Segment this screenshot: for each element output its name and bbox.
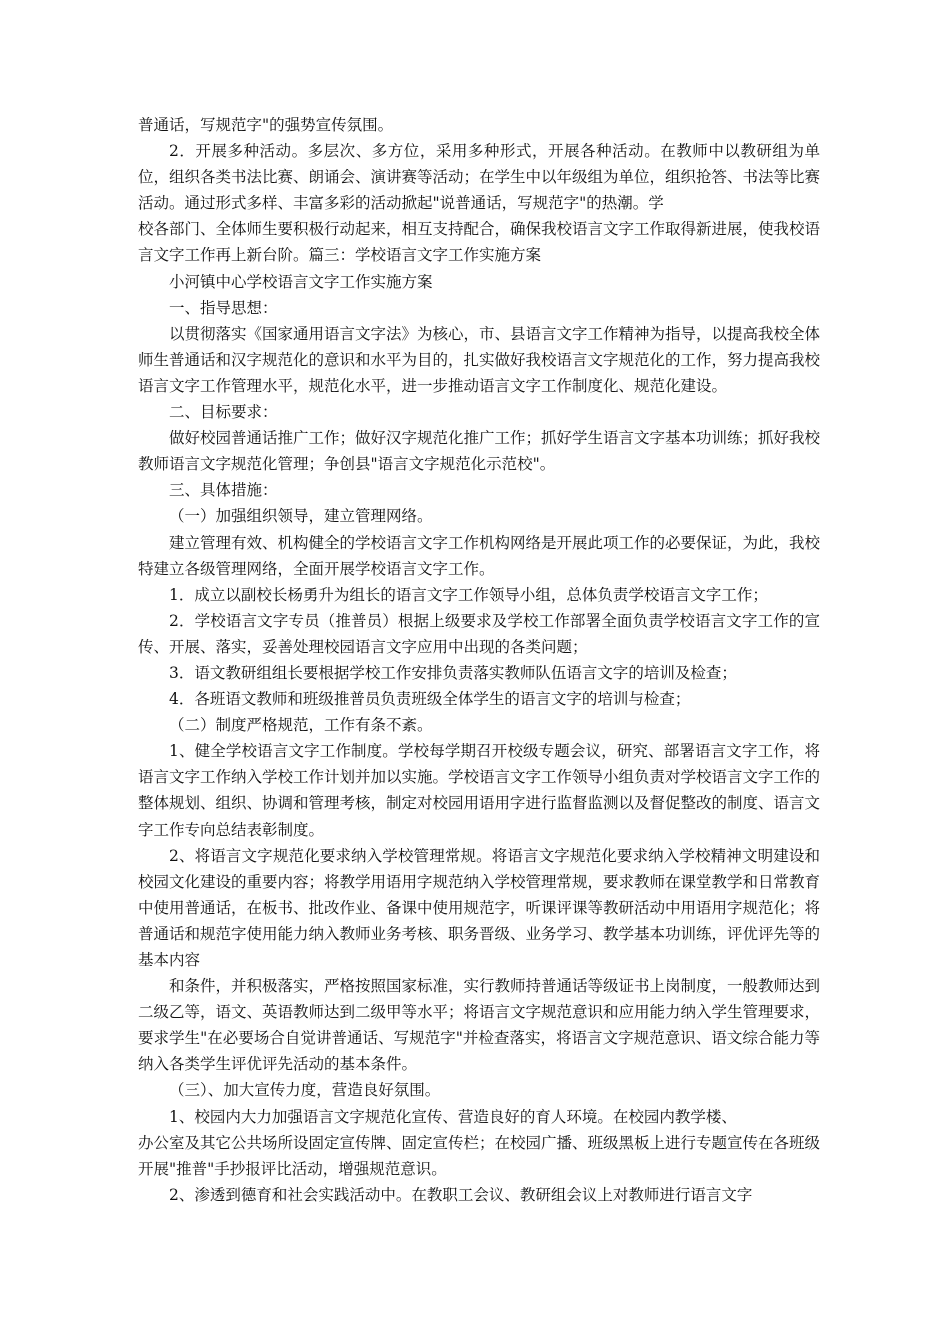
section-heading-guiding-thought: 一、指导思想： [169,298,278,317]
paragraph-rules-1: 1、健全学校语言文字工作制度。学校每学期召开校级专题会议，研究、部署语言文字工作，将语言文字工作纳入学校工作计划并加以实施。学校语言文字工作领导小组负责对学校语言文字工作的整体规划、组织、协调和管理考核，制定对校园用语用字进行监督监测以及督促整改的制度、语言文字工作专向总结表彰制度。 [138,742,821,839]
document-body [138,112,820,1208]
subsection-heading-publicity: （三）、加大宣传力度，营造良好氛围。 [169,1081,441,1100]
paragraph-organization: 建立管理有效、机构健全的学校语言文字工作机构网络是开展此项工作的必要保证，为此，我校特建立各级管理网络，全面开展学校语言文字工作。 [138,533,821,578]
list-item-1: 1．成立以副校长杨勇升为组长的语言文字工作领导小组，总体负责学校语言文字工作； [169,585,768,604]
paragraph-conclusion: 校各部门、全体师生要积极行动起来，相互支持配合，确保我校语言文字工作取得新进展，使我校语言文字工作再上新台阶。篇三：学校语言文字工作实施方案 [138,220,821,265]
section-heading-measures: 三、具体措施： [169,481,278,500]
paragraph-rules-2: 2、将语言文字规范化要求纳入学校管理常规。将语言文字规范化要求纳入学校精神文明建设和校园文化建设的重要内容；将教学用语用字规范纳入学校管理常规，要求教师在课堂教学和日常教育中使用普通话，在板书、批改作业、备课中使用规范字，听课评课等教研活动中用语用字规范化；将普通话和规范字使用能力纳入教师业务考核、职务晋级、业务学习、教学基本功训练，评优评先等的基本内容 [138,846,821,969]
paragraph-rules-3: 和条件，并积极落实，严格按照国家标准，实行教师持普通话等级证书上岗制度，一般教师达到二级乙等，语文、英语教师达到二级甲等水平；将语言文字规范意识和应用能力纳入学生管理要求，要求学生"在必要场合自觉讲普通话、写规范字"并检查落实，将语言文字规范意识、语文综合能力等纳入各类学生评优评先活动的基本条件。 [138,977,821,1074]
section-heading-goals: 二、目标要求： [169,403,278,422]
paragraph-publicity-2: 2、渗透到德育和社会实践活动中。在教职工会议、教研组会议上对教师进行语言文字 [169,1185,753,1204]
paragraph-publicity-1: 1、校园内大力加强语言文字规范化宣传、营造良好的育人环境。在校园内教学楼、 [169,1107,737,1126]
paragraph-continuation: 普通话，写规范字"的强势宣传氛围。 [138,116,394,134]
document-title: 小河镇中心学校语言文字工作实施方案 [169,272,433,291]
paragraph-activities: 2．开展多种活动。多层次、多方位，采用多种形式，开展各种活动。在教师中以教研组为单位，组织各类书法比赛、朗诵会、演讲赛等活动；在学生中以年级组为单位，组织抢答、书法等比赛活动。通过形式多样、丰富多彩的活动掀起"说普通话，写规范字"的热潮。学 [138,142,821,213]
list-item-4: 4．各班语文教师和班级推普员负责班级全体学生的语言文字的培训与检查； [169,690,691,709]
paragraph-guiding-thought: 以贯彻落实《国家通用语言文字法》为核心，市、县语言文字工作精神为指导，以提高我校全体师生普通话和汉字规范化的意识和水平为目的，扎实做好我校语言文字规范化的工作，努力提高我校语言文字工作管理水平，规范化水平，进一步推动语言文字工作制度化、规范化建设。 [138,324,821,395]
paragraph-publicity-1-cont: 办公室及其它公共场所设固定宣传牌、固定宣传栏；在校园广播、班级黑板上进行专题宣传在各班级开展"推普"手抄报评比活动，增强规范意识。 [138,1133,821,1178]
paragraph-goals: 做好校园普通话推广工作；做好汉字规范化推广工作；抓好学生语言文字基本功训练；抓好我校教师语言文字规范化管理；争创县"语言文字规范化示范校"。 [138,429,821,474]
list-item-2: 2．学校语言文字专员（推普员）根据上级要求及学校工作部署全面负责学校语言文字工作的宣传、开展、落实，妥善处理校园语言文字应用中出现的各类问题； [138,611,820,656]
subsection-heading-rules: （二）制度严格规范，工作有条不紊。 [169,716,433,735]
list-item-3: 3．语文教研组组长要根据学校工作安排负责落实教师队伍语言文字的培训及检查； [169,663,737,682]
subsection-heading-organization: （一）加强组织领导，建立管理网络。 [169,507,433,526]
